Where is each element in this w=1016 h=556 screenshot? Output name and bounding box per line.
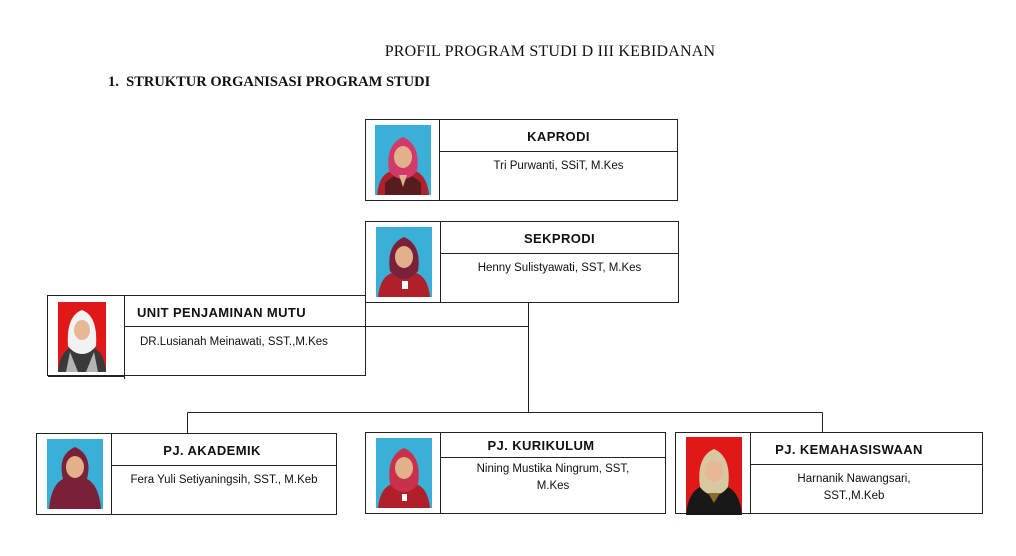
kemahasiswaan-role: PJ. KEMAHASISWAAN <box>775 442 923 457</box>
kurikulum-box <box>365 432 666 514</box>
kurikulum-name-line-2: M.Kes <box>536 480 570 492</box>
page-title: PROFIL PROGRAM STUDI D III KEBIDANAN <box>384 43 716 60</box>
kemahasiswaan-name-line-2: SST.,M.Keb <box>823 490 885 502</box>
person-photo-icon <box>376 438 432 508</box>
upm-role: UNIT PENJAMINAN MUTU <box>137 305 307 320</box>
section-heading: 1. STRUKTUR ORGANISASI PROGRAM STUDI <box>108 74 431 90</box>
person-photo-icon <box>375 125 431 195</box>
upm-box <box>47 295 366 376</box>
person-photo-icon <box>376 227 432 297</box>
akademik-role: PJ. AKADEMIK <box>163 443 261 458</box>
kaprodi-name: Tri Purwanti, SSiT, M.Kes <box>493 160 624 172</box>
upm-name: DR.Lusianah Meinawati, SST.,M.Kes <box>140 336 328 348</box>
kurikulum-name <box>441 461 665 495</box>
kaprodi-photo <box>375 125 431 195</box>
sekprodi-role: SEKPRODI <box>523 231 596 246</box>
kemahasiswaan-box <box>675 432 983 514</box>
person-photo-icon <box>47 439 103 509</box>
kaprodi-role: KAPRODI <box>527 129 590 144</box>
akademik-name: Fera Yuli Setiyaningsih, SST., M.Keb <box>130 474 318 486</box>
kaprodi-box <box>365 119 678 201</box>
kurikulum-role: PJ. KURIKULUM <box>487 438 595 453</box>
sekprodi-box <box>365 221 679 303</box>
upm-photo <box>58 302 106 372</box>
sekprodi-name: Henny Sulistyawati, SST, M.Kes <box>477 262 642 274</box>
akademik-box <box>36 433 337 515</box>
kemahasiswaan-name <box>751 471 957 505</box>
kurikulum-name-line-1: Nining Mustika Ningrum, SST, <box>476 463 630 475</box>
kemahasiswaan-name-line-1: Harnanik Nawangsari, <box>797 473 911 485</box>
person-photo-icon <box>686 437 742 515</box>
kurikulum-photo <box>376 438 432 508</box>
kemahasiswaan-photo <box>686 437 742 515</box>
sekprodi-photo <box>376 227 432 297</box>
person-photo-icon <box>58 302 106 372</box>
akademik-photo <box>47 439 103 509</box>
